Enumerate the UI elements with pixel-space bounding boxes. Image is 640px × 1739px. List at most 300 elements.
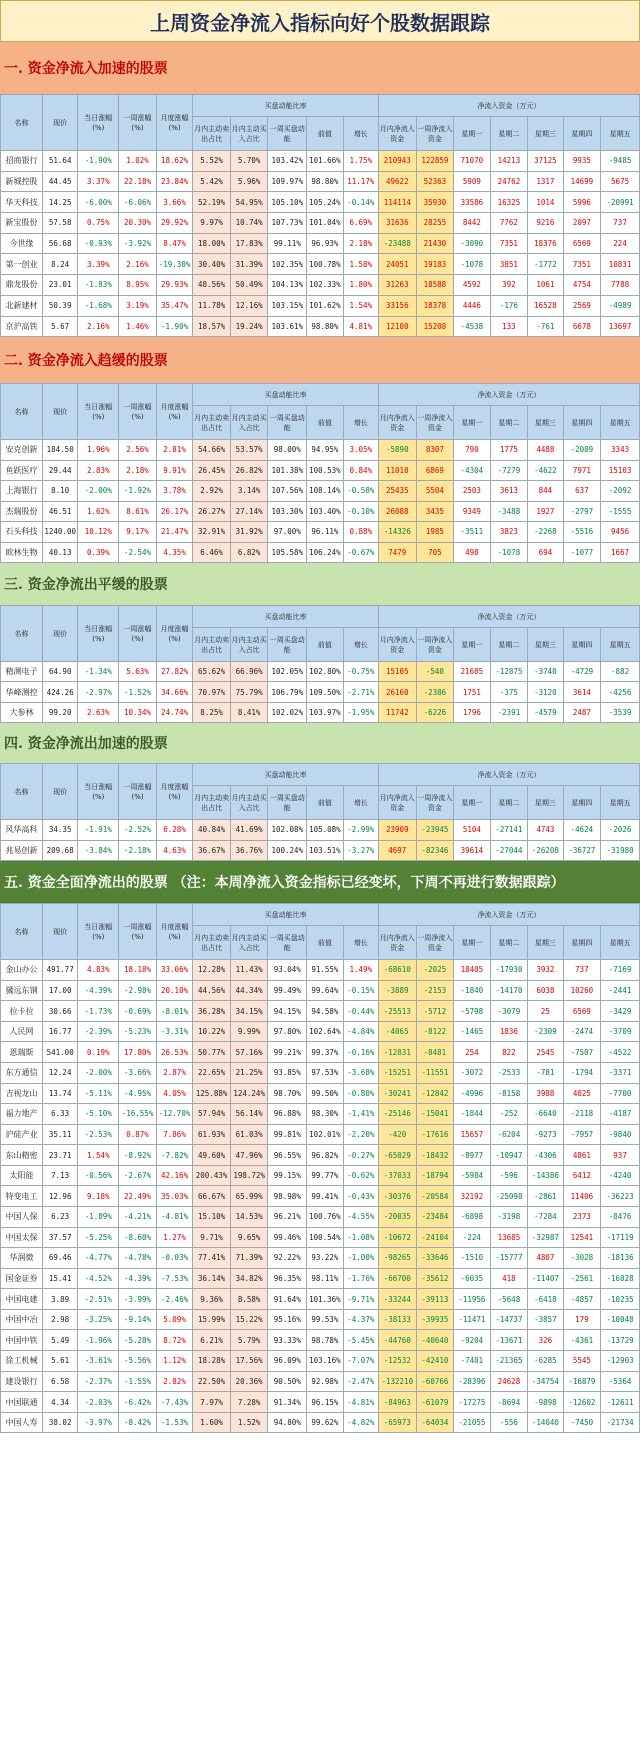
data-cell: 2487	[563, 702, 601, 722]
data-cell: -0.10%	[343, 501, 378, 522]
data-cell: 98.00%	[268, 440, 307, 461]
data-cell: -25098	[490, 1186, 528, 1207]
header-wednesday: 星期三	[528, 926, 563, 960]
data-cell: 1985	[416, 522, 454, 543]
data-cell: -4989	[601, 295, 640, 316]
stock-name: 骥远东钢	[1, 980, 43, 1001]
data-cell: -3511	[454, 522, 490, 543]
header-month-inflow: 月内净流入资金	[379, 117, 417, 151]
data-cell: -540	[416, 662, 454, 682]
data-cell: 11406	[563, 1186, 601, 1207]
data-cell: -27044	[490, 840, 528, 861]
data-cell: 34.66%	[156, 682, 192, 702]
data-cell: 18376	[528, 233, 563, 254]
data-cell: 5.63%	[119, 662, 157, 682]
data-cell: 12541	[563, 1227, 601, 1248]
data-cell: 103.30%	[268, 501, 307, 522]
data-cell: 61.93%	[193, 1124, 231, 1145]
data-cell: 200.43%	[193, 1165, 231, 1186]
data-cell: -5.10%	[78, 1104, 119, 1125]
data-cell: 36.76%	[230, 840, 268, 861]
data-cell: 103.97%	[307, 702, 343, 722]
data-cell: -16879	[563, 1371, 601, 1392]
table-row	[1, 662, 640, 682]
data-cell: 9.65%	[230, 1227, 268, 1248]
data-cell: -33244	[379, 1289, 417, 1310]
data-cell: 133	[490, 316, 528, 337]
data-cell: -23488	[379, 233, 417, 254]
data-cell: 38.02	[43, 1412, 78, 1433]
data-cell: -1.90%	[156, 316, 192, 337]
data-cell: 75.79%	[230, 682, 268, 702]
data-cell: -0.03%	[156, 1248, 192, 1269]
data-cell: 5909	[454, 171, 490, 192]
data-cell: 9.99%	[230, 1021, 268, 1042]
data-cell: -18136	[601, 1248, 640, 1269]
header-day-change: 当日涨幅(%)	[78, 95, 119, 151]
table-row	[1, 192, 640, 213]
data-cell: -3079	[490, 1001, 528, 1022]
data-cell: 694	[528, 542, 563, 563]
data-cell: -761	[528, 316, 563, 337]
data-cell: 14213	[490, 151, 528, 172]
data-cell: -6285	[528, 1351, 563, 1372]
header-month-sell-ratio: 月内主动卖出占比	[193, 117, 231, 151]
table-row	[1, 840, 640, 861]
stock-name: 招商银行	[1, 151, 43, 172]
data-cell: 98.78%	[307, 1330, 343, 1351]
data-cell: 4.05%	[156, 1083, 192, 1104]
data-cell: -5.45%	[343, 1330, 378, 1351]
data-cell: 224	[601, 233, 640, 254]
header-growth: 增长	[343, 628, 378, 662]
data-cell: 21685	[454, 662, 490, 682]
table-row	[1, 1083, 640, 1104]
data-cell: 96.93%	[307, 233, 343, 254]
data-cell: 21.47%	[156, 522, 192, 543]
data-cell: -9273	[528, 1124, 563, 1145]
header-week-inflow: 一周净流入资金	[416, 406, 454, 440]
data-cell: 66.96%	[230, 662, 268, 682]
data-cell: -8694	[490, 1392, 528, 1413]
data-cell: 99.46%	[268, 1227, 307, 1248]
stock-name: 中国联通	[1, 1392, 43, 1413]
data-cell: -60766	[416, 1371, 454, 1392]
stock-name: 中国人寿	[1, 1412, 43, 1433]
data-cell: 0.75%	[78, 213, 119, 234]
data-cell: 8.25%	[193, 702, 231, 722]
stock-name: 第一创业	[1, 254, 43, 275]
data-cell: 2569	[563, 295, 601, 316]
data-cell: 1.12%	[156, 1351, 192, 1372]
stock-name: 鼎龙股份	[1, 275, 43, 296]
header-buy-momentum-group: 买盘动能比率	[193, 606, 379, 628]
data-cell: 31.92%	[230, 522, 268, 543]
data-cell: 95.16%	[268, 1309, 307, 1330]
header-name: 名称	[1, 384, 43, 440]
data-cell: -2026	[601, 820, 640, 841]
data-cell: 4807	[528, 1248, 563, 1269]
header-day-change: 当日涨幅(%)	[78, 764, 119, 820]
data-cell: 99.11%	[268, 233, 307, 254]
data-cell: 11.78%	[193, 295, 231, 316]
data-cell: 5.67	[43, 316, 78, 337]
table-row	[1, 1104, 640, 1125]
data-cell: 124.24%	[230, 1083, 268, 1104]
data-cell: 103.40%	[307, 501, 343, 522]
data-cell: -31980	[601, 840, 640, 861]
data-cell: 498	[454, 542, 490, 563]
data-cell: 5.61	[43, 1351, 78, 1372]
data-cell: 56.14%	[230, 1104, 268, 1125]
data-cell: 15.99%	[193, 1309, 231, 1330]
data-cell: -1.76%	[343, 1268, 378, 1289]
data-cell: 106.79%	[268, 682, 307, 702]
data-cell: 96.21%	[268, 1207, 307, 1228]
data-cell: 2503	[454, 481, 490, 502]
header-previous: 前值	[307, 117, 343, 151]
data-cell: -1555	[601, 501, 640, 522]
table-row	[1, 682, 640, 702]
data-cell: -6204	[490, 1124, 528, 1145]
data-cell: 1667	[601, 542, 640, 563]
data-cell: 2.16%	[119, 254, 157, 275]
data-cell: 1014	[528, 192, 563, 213]
data-cell: -2561	[563, 1268, 601, 1289]
data-cell: 24762	[490, 171, 528, 192]
data-cell: -224	[454, 1227, 490, 1248]
data-cell: -1510	[454, 1248, 490, 1269]
data-cell: 99.81%	[268, 1124, 307, 1145]
data-cell: 98.80%	[307, 171, 343, 192]
data-cell: 8.47%	[156, 233, 192, 254]
data-cell: 31263	[379, 275, 417, 296]
stock-name: 沪硅产业	[1, 1124, 43, 1145]
header-week-change: 一周涨幅(%)	[119, 904, 157, 960]
stock-name: 人民网	[1, 1021, 43, 1042]
data-cell: 3988	[528, 1083, 563, 1104]
data-cell: 7.97%	[193, 1392, 231, 1413]
header-week-buy-momentum: 一周买盘动能	[268, 117, 307, 151]
data-cell: 4592	[454, 275, 490, 296]
data-cell: -1840	[454, 980, 490, 1001]
data-cell: 99.50%	[307, 1083, 343, 1104]
stock-name: 鱼跃医疗	[1, 460, 43, 481]
data-cell: -3028	[563, 1248, 601, 1269]
data-cell: -7.07%	[343, 1351, 378, 1372]
data-cell: -0.75%	[343, 662, 378, 682]
header-net-inflow-group: 净流入资金（万元）	[379, 764, 640, 786]
data-cell: -10235	[601, 1289, 640, 1310]
data-cell: 99.15%	[268, 1165, 307, 1186]
data-cell: 103.15%	[268, 295, 307, 316]
data-cell: -14170	[490, 980, 528, 1001]
data-cell: 326	[528, 1330, 563, 1351]
header-week-buy-momentum: 一周买盘动能	[268, 628, 307, 662]
data-cell: -15041	[416, 1104, 454, 1125]
data-cell: -61079	[416, 1392, 454, 1413]
data-cell: 40.84%	[193, 820, 231, 841]
data-cell: -2.99%	[343, 820, 378, 841]
header-monday: 星期一	[454, 926, 490, 960]
data-cell: -0.27%	[343, 1145, 378, 1166]
data-cell: 26.17%	[156, 501, 192, 522]
data-cell: -20991	[601, 192, 640, 213]
data-cell: 6.82%	[230, 542, 268, 563]
header-name: 名称	[1, 764, 43, 820]
table-row	[1, 1351, 640, 1372]
data-cell: 2.18%	[343, 233, 378, 254]
data-cell: 1.46%	[119, 316, 157, 337]
data-cell: 6038	[528, 980, 563, 1001]
data-cell: 101.66%	[307, 151, 343, 172]
data-cell: 4743	[528, 820, 563, 841]
data-cell: -1.90%	[78, 151, 119, 172]
data-cell: -12842	[416, 1083, 454, 1104]
data-cell: -12532	[379, 1351, 417, 1372]
data-cell: 3.19%	[119, 295, 157, 316]
table-row	[1, 960, 640, 981]
data-cell: 5.42%	[193, 171, 231, 192]
header-month-change: 月度涨幅(%)	[156, 764, 192, 820]
data-cell: 99.77%	[307, 1165, 343, 1186]
data-cell: 10260	[563, 980, 601, 1001]
data-cell: -2.54%	[119, 542, 157, 563]
header-net-inflow-group: 净流入资金（万元）	[379, 904, 640, 926]
data-cell: 91.55%	[307, 960, 343, 981]
data-cell: -5798	[454, 1001, 490, 1022]
data-cell: -7.53%	[156, 1268, 192, 1289]
data-cell: 1.02%	[119, 151, 157, 172]
data-cell: 1.62%	[78, 501, 119, 522]
data-cell: 3.89	[43, 1289, 78, 1310]
data-cell: 101.38%	[268, 460, 307, 481]
data-cell: -2268	[528, 522, 563, 543]
header-week-change: 一周涨幅(%)	[119, 606, 157, 662]
table-row	[1, 1021, 640, 1042]
data-cell: 105.08%	[307, 820, 343, 841]
data-cell: -2.39%	[78, 1021, 119, 1042]
data-cell: 11.17%	[343, 171, 378, 192]
data-cell: -39113	[416, 1289, 454, 1310]
stock-name: 中国人保	[1, 1207, 43, 1228]
data-cell: 102.35%	[268, 254, 307, 275]
data-cell: -3740	[528, 662, 563, 682]
data-cell: -3072	[454, 1062, 490, 1083]
data-cell: -4.84%	[343, 1021, 378, 1042]
header-growth: 增长	[343, 786, 378, 820]
data-cell: -2.67%	[119, 1165, 157, 1186]
stock-name: 徐工机械	[1, 1351, 43, 1372]
data-cell: 99.37%	[307, 1042, 343, 1063]
data-cell: 23.01	[43, 275, 78, 296]
header-friday: 星期五	[601, 786, 640, 820]
data-cell: 2.87%	[156, 1062, 192, 1083]
data-cell: -17930	[490, 960, 528, 981]
table-row	[1, 1309, 640, 1330]
data-cell: -8.42%	[119, 1412, 157, 1433]
data-cell: 35.47%	[156, 295, 192, 316]
data-cell: 24051	[379, 254, 417, 275]
data-cell: -2.71%	[343, 682, 378, 702]
data-cell: -0.93%	[78, 233, 119, 254]
data-cell: -28396	[454, 1371, 490, 1392]
data-cell: 12.28%	[193, 960, 231, 981]
data-cell: 102.05%	[268, 662, 307, 682]
header-friday: 星期五	[601, 926, 640, 960]
data-cell: -0.67%	[343, 542, 378, 563]
data-cell: -30376	[379, 1186, 417, 1207]
data-cell: 0.19%	[78, 1042, 119, 1063]
data-cell: 77.41%	[193, 1248, 231, 1269]
data-cell: -2.98%	[119, 980, 157, 1001]
data-cell: 209.68	[43, 840, 78, 861]
data-cell: 13697	[601, 316, 640, 337]
header-buy-momentum-group: 买盘动能比率	[193, 764, 379, 786]
data-cell: -14737	[490, 1309, 528, 1330]
data-cell: 20.10%	[156, 980, 192, 1001]
data-cell: 47.96%	[230, 1145, 268, 1166]
data-cell: 6.58	[43, 1371, 78, 1392]
data-cell: 9.71%	[193, 1227, 231, 1248]
data-cell: 1927	[528, 501, 563, 522]
data-cell: 107.56%	[268, 481, 307, 502]
data-cell: -10947	[490, 1145, 528, 1166]
table-row	[1, 1186, 640, 1207]
data-cell: 8.24	[43, 254, 78, 275]
data-cell: -5.11%	[78, 1083, 119, 1104]
stock-name: 金山办公	[1, 960, 43, 981]
data-cell: 57.58	[43, 213, 78, 234]
data-cell: -4304	[454, 460, 490, 481]
data-cell: -2025	[416, 960, 454, 981]
data-cell: -5.28%	[119, 1330, 157, 1351]
data-cell: 1.58%	[343, 254, 378, 275]
data-cell: 0.87%	[119, 1124, 157, 1145]
data-cell: -5516	[563, 522, 601, 543]
data-cell: 7.28%	[230, 1392, 268, 1413]
data-cell: -7401	[454, 1351, 490, 1372]
data-cell: 3.14%	[230, 481, 268, 502]
data-cell: -4857	[563, 1289, 601, 1310]
data-cell: 17.00	[43, 980, 78, 1001]
data-cell: -2.97%	[78, 682, 119, 702]
data-cell: -17275	[454, 1392, 490, 1413]
data-cell: -0.14%	[343, 192, 378, 213]
table-row	[1, 980, 640, 1001]
data-cell: 5.96%	[230, 171, 268, 192]
data-cell: 94.80%	[268, 1412, 307, 1433]
data-cell: 66.67%	[193, 1186, 231, 1207]
data-cell: -6640	[528, 1104, 563, 1125]
data-cell: 7788	[601, 275, 640, 296]
data-cell: 35.03%	[156, 1186, 192, 1207]
data-cell: 71070	[454, 151, 490, 172]
data-cell: -21734	[601, 1412, 640, 1433]
data-cell: -3.61%	[78, 1351, 119, 1372]
data-cell: 34.15%	[230, 1001, 268, 1022]
data-cell: 26.82%	[230, 460, 268, 481]
data-cell: 21430	[416, 233, 454, 254]
data-cell: 3.05%	[343, 440, 378, 461]
table-row	[1, 501, 640, 522]
data-cell: 4861	[563, 1145, 601, 1166]
data-cell: 5.52%	[193, 151, 231, 172]
stock-name: 中国中冶	[1, 1309, 43, 1330]
data-cell: 12.96	[43, 1186, 78, 1207]
data-cell: 93.04%	[268, 960, 307, 981]
data-cell: -3539	[601, 702, 640, 722]
data-cell: 3851	[490, 254, 528, 275]
data-cell: -2309	[528, 1021, 563, 1042]
data-cell: 3613	[490, 481, 528, 502]
data-cell: 22.49%	[119, 1186, 157, 1207]
data-cell: -8.01%	[156, 1001, 192, 1022]
table-row	[1, 1371, 640, 1392]
header-previous: 前值	[307, 926, 343, 960]
header-net-inflow-group: 净流入资金（万元）	[379, 95, 640, 117]
data-cell: 102.01%	[307, 1124, 343, 1145]
data-cell: 5545	[563, 1351, 601, 1372]
data-cell: 6678	[563, 316, 601, 337]
stock-name: 中国中铁	[1, 1330, 43, 1351]
data-cell: -3.92%	[119, 233, 157, 254]
stock-name: 京沪高铁	[1, 316, 43, 337]
data-cell: 18378	[416, 295, 454, 316]
data-cell: 9.18%	[78, 1186, 119, 1207]
data-cell: 33.06%	[156, 960, 192, 981]
header-month-buy-ratio: 月内主动买入占比	[230, 786, 268, 820]
data-cell: 99.49%	[268, 980, 307, 1001]
data-cell: 18405	[454, 960, 490, 981]
data-cell: -5.56%	[119, 1351, 157, 1372]
data-cell: 14699	[563, 171, 601, 192]
data-cell: -4729	[563, 662, 601, 682]
data-cell: 96.55%	[268, 1145, 307, 1166]
data-cell: -4.21%	[119, 1207, 157, 1228]
table-row	[1, 702, 640, 722]
data-cell: -17119	[601, 1227, 640, 1248]
data-cell: 1.49%	[343, 960, 378, 981]
data-cell: 9.97%	[193, 213, 231, 234]
data-cell: 96.15%	[307, 1392, 343, 1413]
data-cell: -2.18%	[119, 840, 157, 861]
data-cell: -10048	[601, 1309, 640, 1330]
data-cell: 3435	[416, 501, 454, 522]
data-cell: 2.83%	[78, 460, 119, 481]
data-cell: 5504	[416, 481, 454, 502]
data-cell: -2.00%	[78, 1062, 119, 1083]
data-cell: 3.66%	[156, 192, 192, 213]
header-month-sell-ratio: 月内主动卖出占比	[193, 786, 231, 820]
data-cell: -2797	[563, 501, 601, 522]
data-cell: 37125	[528, 151, 563, 172]
data-cell: 92.98%	[307, 1371, 343, 1392]
data-cell: 33586	[454, 192, 490, 213]
data-cell: 102.80%	[307, 662, 343, 682]
data-cell: -7169	[601, 960, 640, 981]
header-week-change: 一周涨幅(%)	[119, 764, 157, 820]
data-cell: 3343	[601, 440, 640, 461]
data-cell: -6418	[528, 1289, 563, 1310]
data-cell: -3.31%	[156, 1021, 192, 1042]
table-row	[1, 1062, 640, 1083]
data-cell: 26.45%	[193, 460, 231, 481]
data-cell: -2.51%	[78, 1289, 119, 1310]
data-cell: 100.54%	[307, 1227, 343, 1248]
data-cell: 91.34%	[268, 1392, 307, 1413]
data-cell: -21055	[454, 1412, 490, 1433]
